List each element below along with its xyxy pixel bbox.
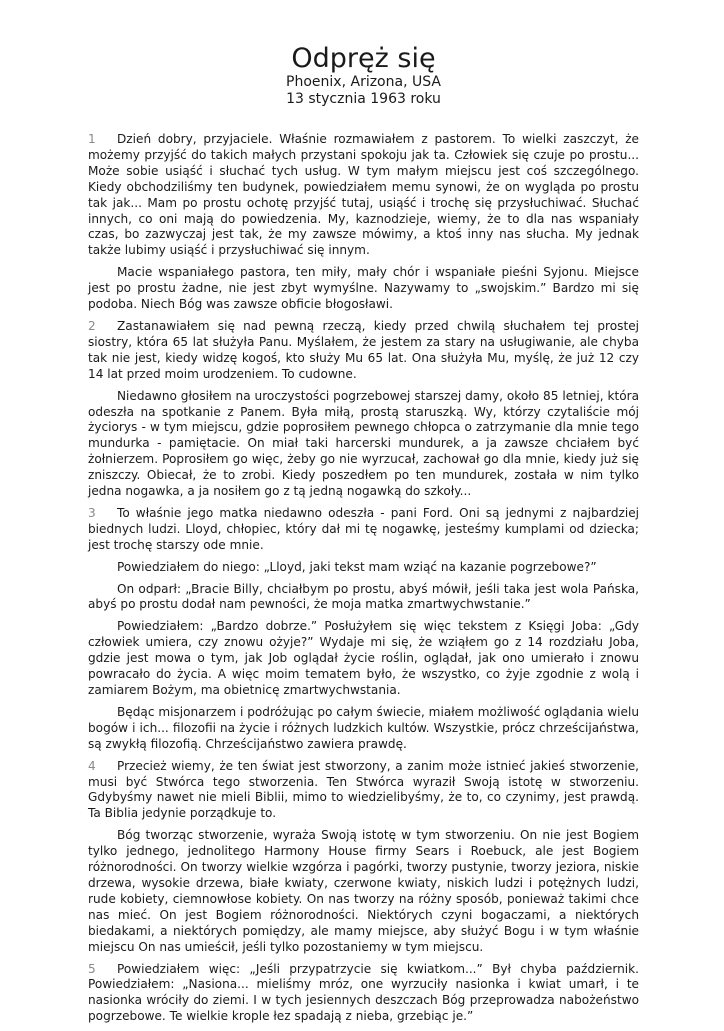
- paragraph-text: Będąc misjonarzem i podróżując po całym świecie, miałem możliwość oglądania wielu bogów i ich... filozofii na życie i różnych ludzkich kultów. Wszystkie, prócz chrześcijaństwa, są zwykłą filozofią. Chrześcijaństwo zawiera prawdę.: [88, 704, 639, 751]
- paragraph: [88, 619, 639, 699]
- document-page: [88, 44, 639, 1031]
- paragraph-text: Macie wspaniałego pastora, ten miły, mały chór i wspaniałe pieśni Syjonu. Miejsce jest po prostu żadne, nie jest zbyt wymyślne. Nazywamy to „swojskim.” Bardzo mi się podoba. Niech Bóg was zawsze obficie błogosławi.: [88, 265, 639, 312]
- paragraph: [88, 705, 639, 753]
- paragraph-text: Powiedziałem do niego: „Lloyd, jaki tekst mam wziąć na kazanie pogrzebowe?”: [117, 559, 597, 574]
- sermon-title: Odpręż się: [291, 43, 436, 74]
- paragraph: [88, 132, 639, 259]
- paragraph-number: 5: [88, 961, 96, 976]
- paragraph-text: Bóg tworząc stworzenie, wyraża Swoją istotę w tym stworzeniu. On nie jest Bogiem tylko jednego, jednolitego Harmony House firmy Sears i Roebuck, ale jest Bogiem różnorodności. On tworzy wielkie wzgórza i pagórki, tworzy pustynie, tworzy jeziora, niskie drzewa, wysokie drzewa, białe kwiaty, czerwone kwiaty, niskich ludzi i potężnych ludzi, rude kobiety, ciemnowłose kobiety. On nas tworzy na różny sposób, ponieważ takimi chce nas mieć. On jest Bogiem różnorodności. Niektórych czyni bogaczami, a niektórych biedakami, a niektórych pomiędzy, ale mamy miejsce, aby służyć Bogu i w tym właśnie miejscu On nas umieścił, jeśli tylko pozostaniemy w tym miejscu.: [88, 828, 639, 954]
- paragraph: [88, 828, 639, 955]
- paragraph-text: Powiedziałem: „Bardzo dobrze.” Posłużyłem się więc tekstem z Księgi Joba: „Gdy człowiek umiera, czy znowu ożyje?” Wydaje mi się, że wziąłem go z 14 rozdziału Joba, gdzie jest mowa o tym, jak Job oglądał życie roślin, oglądał, jak ono umierało i znowu powracało do życia. A więc moim tematem było, że wszystko, co żyje zgodnie z wolą i zamiarem Bożym, ma obietnicę zmartwychwstania.: [88, 619, 639, 697]
- paragraph-text: Dzień dobry, przyjaciele. Właśnie rozmawiałem z pastorem. To wielki zaszczyt, że możemy przyjść do takich małych przystani spokoju jak ta. Człowiek się czuje po prostu... Może sobie usiąść i słuchać tych usług. W tym małym miejscu jest coś szczególnego. Kiedy obchodziliśmy ten budynek, powiedziałem memu synowi, że on wygląda po prostu tak jak... Mam po prostu ochotę przyjść tutaj, usiąść i trochę się przysłuchiwać. Słuchać innych, co oni mają do powiedzenia. My, kaznodzieje, wiemy, że to dla nas wspaniały czas, bo zazwyczaj jest tak, że my zawsze mówimy, a ktoś inny nas słucha. My jednak także lubimy usiąść i przysłuchiwać się innym.: [88, 132, 639, 258]
- document-header: [88, 44, 639, 108]
- paragraph-number: 1: [88, 132, 96, 146]
- paragraph-text: To właśnie jego matka niedawno odeszła - pani Ford. Oni są jednymi z najbardziej biednych ludzi. Lloyd, chłopiec, który dał mi tę nogawkę, jesteśmy kumplami od dziecka; jest trochę starszy ode mnie.: [88, 505, 639, 552]
- paragraph-number: 4: [88, 758, 96, 773]
- paragraph-text: Przecież wiemy, że ten świat jest stworzony, a zanim może istnieć jakieś stworzenie, musi być Stwórca tego stworzenia. Ten Stwórca wyraził Swoją istotę w stworzeniu. Gdybyśmy nawet nie mieli Biblii, mimo to wiedzielibyśmy, że to, co czynimy, jest prawdą. Ta Biblia jedynie porządkuje to.: [88, 758, 639, 821]
- paragraph: [88, 759, 639, 823]
- sermon-body: [88, 132, 639, 1025]
- paragraph: [88, 582, 639, 614]
- paragraph-number: 3: [88, 505, 96, 520]
- paragraph-text: Powiedziałem więc: „Jeśli przypatrzycie się kwiatkom...” Był chyba październik. Powiedziałem: „Nasiona... mieliśmy mróz, one wyrzuciły nasionka i kwiat umarł, i te nasionka wróciły do ziemi. I w tych jesiennych deszczach Bóg przeprowadza nabożeństwo pogrzebowe. Te wielkie krople łez spadają z nieba, grzebiąc je.”: [88, 961, 639, 1024]
- paragraph: [88, 319, 639, 383]
- sermon-date: 13 stycznia 1963 roku: [286, 91, 441, 107]
- paragraph: [88, 506, 639, 554]
- paragraph-number: 2: [88, 318, 96, 333]
- paragraph-text: Zastanawiałem się nad pewną rzeczą, kiedy przed chwilą słuchałem tej prostej siostry, która 65 lat służyła Panu. Myślałem, że jestem za stary na usługiwanie, ale chyba tak nie jest, kiedy widzę kogoś, kto służy Mu 65 lat. Ona służyła Mu, myślę, że już 12 czy 14 lat przed moim urodzeniem. To cudowne.: [88, 318, 639, 381]
- paragraph: [88, 560, 639, 576]
- paragraph-text: Niedawno głosiłem na uroczystości pogrzebowej starszej damy, około 85 letniej, która odeszła na spotkanie z Panem. Była miłą, prostą staruszką. Wy, którzy czytaliście mój życiorys - w tym miejscu, gdzie poprosiłem pewnego chłopca o zatrzymanie dla mnie tego mundurka - pamiętacie. On miał taki harcerski mundurek, a ja zawsze chciałem być żołnierzem. Poprosiłem go więc, żeby go nie wyrzucał, zachował go dla mnie, kiedy już się zniszczy. Obiecał, że to zrobi. Kiedy poszedłem po ten mundurek, została w nim tylko jedna nogawka, a ja nosiłem go z tą jedną nogawką do szkoły...: [88, 388, 639, 499]
- paragraph: [88, 265, 639, 313]
- sermon-location: Phoenix, Arizona, USA: [286, 74, 441, 90]
- paragraph-text: On odparł: „Bracie Billy, chciałbym po prostu, abyś mówił, jeśli taka jest wola Pańska, abyś po prostu dodał nam pewności, że moja matka zmartwychwstanie.”: [88, 581, 639, 612]
- paragraph: [88, 962, 639, 1026]
- paragraph: [88, 389, 639, 500]
